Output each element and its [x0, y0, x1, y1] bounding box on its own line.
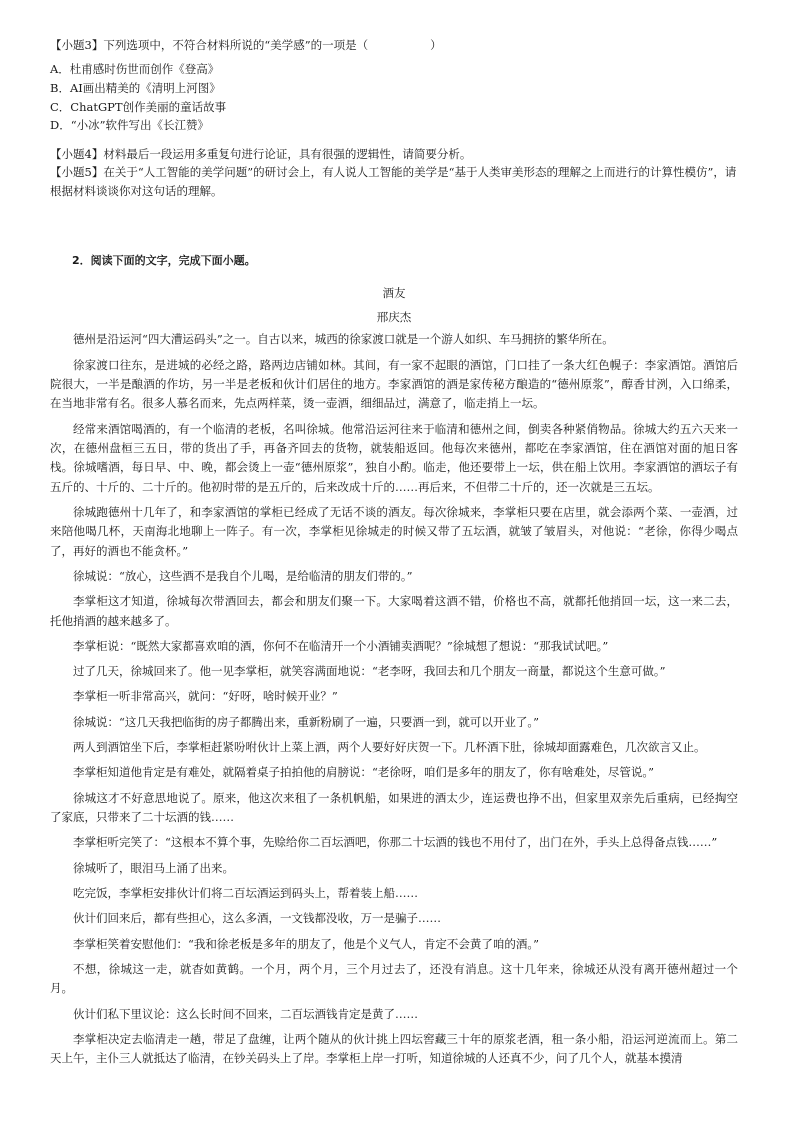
paragraph: 李掌柜说：“既然大家都喜欢咱的酒，你何不在临清开一个小酒铺卖酒呢？”徐城想了想说：“那我试试吧。” [73, 638, 609, 653]
story-author: 邢庆杰 [376, 310, 412, 325]
question-5-text: 在关于“人工智能的美学问题”的研讨会上，有人说人工智能的美学是“基于人类审美形态的理解之上而进行的计算性模仿”，请根据材料谈谈你对这句话的理解。 [50, 165, 737, 198]
question-3-text: 下列选项中，不符合材料所说的“美学感”的一项是（ [103, 38, 369, 52]
paragraph: 徐城跑德州十几年了，和李家酒馆的掌柜已经成了无话不谈的酒友。每次徐城来，李掌柜只要在店里，就会添两个菜、一壶酒，过来陪他喝几杯，天南海北地聊上一阵子。有一次，李掌柜见徐城走的时候又带了五坛酒，就皱了皱眉头，对他说：“老徐，你得少喝点了，再好的酒也不能贪杯。” [50, 504, 738, 558]
paragraph: 伙计们回来后，都有些担心，这么多酒，一文钱都没收，万一是骗子…… [73, 911, 441, 926]
question-5-number: 【小题5】 [50, 165, 104, 180]
paragraph: 不想，徐城这一走，就杳如黄鹤。一个月，两个月，三个月过去了，还没有消息。这十几年来，徐城还从没有离开德州超过一个月。 [50, 961, 738, 996]
question-3 [50, 36, 738, 54]
paragraph: 李掌柜笑着安慰他们：“我和徐老板是多年的朋友了，他是个义气人，肯定不会黄了咱的酒。” [73, 936, 540, 951]
option-b: B．AI画出精美的《清明上河图》 [50, 81, 221, 96]
paragraph: 徐家渡口往东，是进城的必经之路，路两边店铺如林。其间，有一家不起眼的酒馆，门口挂了一条大红色幌子：李家酒馆。酒馆后院很大，一半是酿酒的作坊，另一半是老板和伙计们居住的地方。李家酒馆的酒是家传秘方酿造的“德州原浆”，醇香甘洌，入口绵柔，在当地非常有名。很多人慕名而来，先点两样菜，烫一壶酒，细细品过，满意了，临走捎上一坛。 [50, 357, 738, 411]
paragraph: 两人到酒馆坐下后，李掌柜赶紧吩咐伙计上菜上酒，两个人要好好庆贺一下。几杯酒下肚，徐城却面露难色，几次欲言又止。 [73, 740, 706, 755]
spacer [50, 200, 738, 252]
paragraph: 徐城说：“这几天我把临街的房子都腾出来，重新粉刷了一遍，只要酒一到，就可以开业了。” [73, 714, 540, 729]
section-heading: 2．阅读下面的文字，完成下面小题。 [72, 254, 256, 268]
paragraph: 徐城听了，眼泪马上涌了出来。 [73, 860, 234, 875]
paragraph: 德州是沿运河“四大漕运码头”之一。自古以来，城西的徐家渡口就是一个游人如织、车马拥挤的繁华所在。 [73, 332, 614, 347]
option-a: A．杜甫感时伤世而创作《登高》 [50, 62, 220, 77]
question-4 [50, 145, 738, 163]
paragraph: 吃完饭，李掌柜安排伙计们将二百坛酒运到码头上，帮着装上船…… [73, 885, 418, 900]
paragraph: 李掌柜知道他肯定是有难处，就隔着桌子拍拍他的肩膀说：“老徐呀，咱们是多年的朋友了，你有啥难处，尽管说。” [73, 765, 655, 780]
question-3-options [50, 60, 738, 135]
paragraph: 李掌柜这才知道，徐城每次带酒回去，都会和朋友们聚一下。大家喝着这酒不错，价格也不高，就都托他捎回一坛，这一来二去，托他捎酒的越来越多了。 [50, 594, 738, 628]
paragraph: 过了几天，徐城回来了。他一见李掌柜，就笑容满面地说：“老李呀，我回去和几个朋友一商量，都说这个生意可做。” [73, 664, 666, 679]
question-3-number: 【小题3】 [50, 38, 104, 52]
question-3-close: ） [430, 38, 442, 52]
option-d: D．“小冰”软件写出《长江赞》 [50, 118, 209, 133]
story-body [50, 330, 738, 1068]
paragraph: 徐城说：“放心，这些酒不是我自个儿喝，是给临清的朋友们带的。” [73, 568, 413, 583]
paragraph: 伙计们私下里议论：这么长时间不回来，二百坛酒钱肯定是黄了…… [73, 1006, 418, 1021]
question-5 [50, 163, 738, 200]
paragraph: 徐城这才不好意思地说了。原来，他这次来租了一条机帆船，如果进的酒太少，连运费也挣不出，但家里双亲先后重病，已经掏空了家底，只带来了二十坛酒的钱…… [50, 790, 738, 824]
option-c: C．ChatGPT创作美丽的童话故事 [50, 99, 227, 114]
paragraph: 经常来酒馆喝酒的，有一个临清的老板，名叫徐城。他常沿运河往来于临清和德州之间，倒卖各种紧俏物品。徐城大约五六天来一次，在德州盘桓三五日，带的货出了手，再备齐回去的货物，就装船返回。他每次来德州，都吃在李家酒馆，住在酒馆对面的旭日客栈。徐城嗜酒，每日早、中、晚，都会烫上一壶“德州原浆”，独自小酌。临走，他还要带上一坛，供在船上饮用。李家酒馆的酒坛子有五斤的、十斤的、二十斤的。他初时带的是五斤的，后来改成十斤的……再后来，不但带二十斤的，还一次就是三五坛。 [50, 421, 738, 494]
question-4-number: 【小题4】 [50, 146, 104, 161]
question-4-text: 材料最后一段运用多重复句进行论证，具有很强的逻辑性，请简要分析。 [103, 146, 472, 161]
story-title: 酒友 [382, 285, 406, 300]
paragraph: 李掌柜听完笑了：“这根本不算个事，先赊给你二百坛酒吧，你那二十坛酒的钱也不用付了，出门在外，手头上总得备点钱……” [73, 835, 718, 850]
paragraph: 李掌柜一听非常高兴，就问：“好呀，啥时候开业？” [73, 689, 338, 704]
paragraph: 李掌柜决定去临清走一趟，带足了盘缠，让两个随从的伙计挑上四坛窖藏三十年的原浆老酒，租一条小船，沿运河逆流而上。第二天上午，主仆三人就抵达了临清，在钞关码头上了岸。李掌柜上岸一打听，知道徐城的人还真不少，问了几个人，就基本摸清 [50, 1031, 738, 1066]
